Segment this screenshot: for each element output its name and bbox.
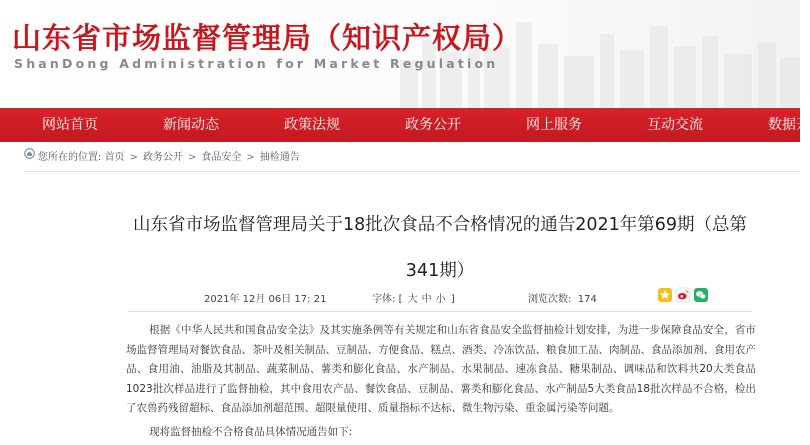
- breadcrumb-prefix: 您所在的位置:: [38, 152, 102, 163]
- breadcrumb-food-safety[interactable]: 食品安全: [201, 152, 242, 163]
- font-size-large[interactable]: 大: [407, 294, 418, 305]
- weibo-icon[interactable]: [676, 288, 690, 302]
- site-title: 山东省市场监督管理局（知识产权局）: [12, 21, 523, 55]
- qzone-icon[interactable]: [658, 288, 672, 302]
- nav-item-home[interactable]: 网站首页: [42, 117, 98, 133]
- view-count-label: 浏览次数:: [528, 294, 572, 305]
- main-nav: [0, 108, 810, 142]
- breadcrumb-home[interactable]: 首页: [104, 152, 125, 163]
- view-count: [528, 290, 597, 305]
- font-size-small[interactable]: 小: [435, 294, 446, 305]
- view-count-value: 174: [577, 294, 597, 305]
- breadcrumb-inspection-notice[interactable]: 抽检通告: [259, 152, 300, 163]
- breadcrumb: [24, 142, 800, 172]
- meta-divider: [128, 311, 752, 312]
- site-subtitle: ShanDong Administration for Market Regulation: [14, 56, 499, 71]
- home-icon: [24, 142, 35, 172]
- nav-item-data-open[interactable]: 数据开: [768, 117, 810, 133]
- nav-item-interaction[interactable]: 互动交流: [647, 117, 703, 133]
- share-bar: [658, 288, 708, 302]
- font-size-control: [372, 290, 455, 305]
- breadcrumb-gov-affairs[interactable]: 政务公开: [142, 152, 183, 163]
- publish-date: 2021年 12月 06日 17: 21: [204, 294, 327, 305]
- font-size-label: 字体:: [372, 294, 396, 305]
- breadcrumb-separator: >: [129, 152, 138, 163]
- article-paragraph: 根据《中华人民共和国食品安全法》及其实施条例等有关规定和山东省食品安全监督抽检计划安排，为进一步保障食品安全，省市场监督管理局对餐饮食品、茶叶及相关制品、豆制品、方便食品、糕点、酒类、冷冻饮品、粮食加工品、肉制品、食品添加剂、食用农产品、食用油、油脂及其制品、蔬菜制品、薯类和膨化食品、水产制品、水果制品、速冻食品、糖果制品、调味品和饮料共20大类食品1023批次样品进行了监督抽检，其中食用农产品、餐饮食品、豆制品、薯类和膨化食品、水产制品5大类食品18批次样品不合格，检出了农兽药残留超标、食品添加剂超范围、超限量使用、质量指标不达标、微生物污染、重金属污染等问题。: [126, 324, 756, 414]
- nav-item-gov-affairs[interactable]: 政务公开: [405, 117, 461, 133]
- font-bracket-close: ]: [450, 294, 455, 305]
- article-meta: [128, 290, 748, 306]
- wechat-icon[interactable]: [694, 288, 708, 302]
- article-paragraph: 现将监督抽检不合格食品具体情况通告如下:: [149, 426, 353, 438]
- font-size-medium[interactable]: 中: [421, 294, 432, 305]
- nav-item-online-service[interactable]: 网上服务: [526, 117, 582, 133]
- breadcrumb-separator: >: [187, 152, 197, 163]
- site-header: [0, 0, 800, 108]
- article-title: 山东省市场监督管理局关于18批次食品不合格情况的通告2021年第69期（总第341期）: [132, 215, 748, 281]
- font-bracket-open: [: [398, 294, 403, 305]
- nav-item-news[interactable]: 新闻动态: [163, 117, 219, 133]
- breadcrumb-separator: >: [246, 152, 255, 163]
- nav-item-policy[interactable]: 政策法规: [284, 117, 340, 133]
